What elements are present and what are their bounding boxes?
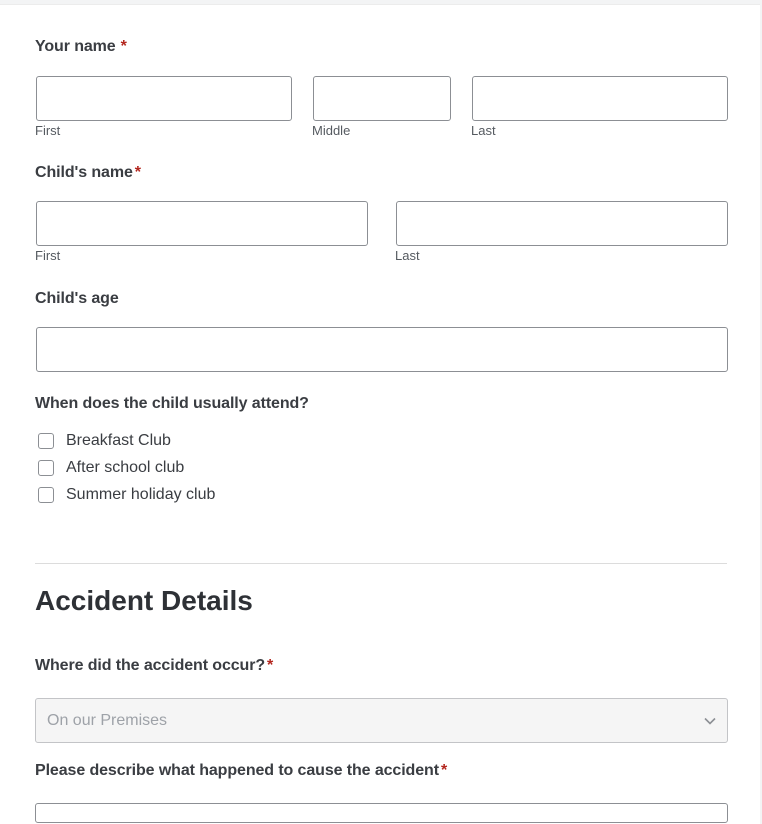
accident-description-textarea[interactable] bbox=[35, 803, 728, 823]
child-name-label-text: Child's name bbox=[35, 164, 133, 181]
child-last-name-input[interactable] bbox=[396, 201, 728, 246]
accident-location-label bbox=[35, 657, 273, 675]
your-first-name-input[interactable] bbox=[36, 76, 292, 121]
accident-description-label-text: Please describe what happened to cause the accident bbox=[35, 762, 439, 779]
section-divider bbox=[35, 563, 727, 564]
attendance-option-after-school-club[interactable] bbox=[38, 458, 184, 478]
child-age-input[interactable] bbox=[36, 327, 728, 372]
required-marker: * bbox=[134, 164, 141, 181]
form-card bbox=[0, 4, 760, 824]
attendance-option-summer-holiday-club[interactable] bbox=[38, 485, 215, 505]
your-last-name-sublabel: Last bbox=[471, 123, 496, 138]
accident-location-label-text: Where did the accident occur? bbox=[35, 657, 266, 674]
checkbox-label: After school club bbox=[66, 459, 185, 476]
child-age-label: Child's age bbox=[35, 290, 119, 307]
child-first-name-input[interactable] bbox=[36, 201, 368, 246]
required-marker: * bbox=[440, 762, 448, 779]
your-name-label bbox=[35, 38, 127, 56]
accident-location-selected-value: On our Premises bbox=[47, 711, 168, 729]
child-first-name-sublabel: First bbox=[35, 248, 61, 263]
your-name-label-text: Your name bbox=[35, 38, 116, 55]
chevron-down-icon bbox=[703, 714, 717, 728]
child-name-label bbox=[35, 164, 141, 182]
attendance-label: When does the child usually attend? bbox=[35, 395, 309, 412]
attendance-option-breakfast-club[interactable] bbox=[38, 431, 171, 451]
child-last-name-sublabel: Last bbox=[395, 248, 420, 263]
your-first-name-sublabel: First bbox=[35, 123, 61, 138]
checkbox[interactable] bbox=[38, 487, 54, 503]
checkbox-label: Breakfast Club bbox=[66, 432, 171, 449]
accident-location-select[interactable] bbox=[35, 698, 728, 743]
your-last-name-input[interactable] bbox=[472, 76, 728, 121]
required-marker: * bbox=[267, 657, 274, 674]
checkbox-label: Summer holiday club bbox=[66, 486, 216, 503]
checkbox[interactable] bbox=[38, 460, 54, 476]
required-marker: * bbox=[120, 38, 127, 55]
your-middle-name-input[interactable] bbox=[313, 76, 451, 121]
checkbox[interactable] bbox=[38, 433, 54, 449]
accident-description-label bbox=[35, 762, 447, 780]
section-title: Accident Details bbox=[35, 585, 253, 616]
your-middle-name-sublabel: Middle bbox=[312, 123, 351, 138]
